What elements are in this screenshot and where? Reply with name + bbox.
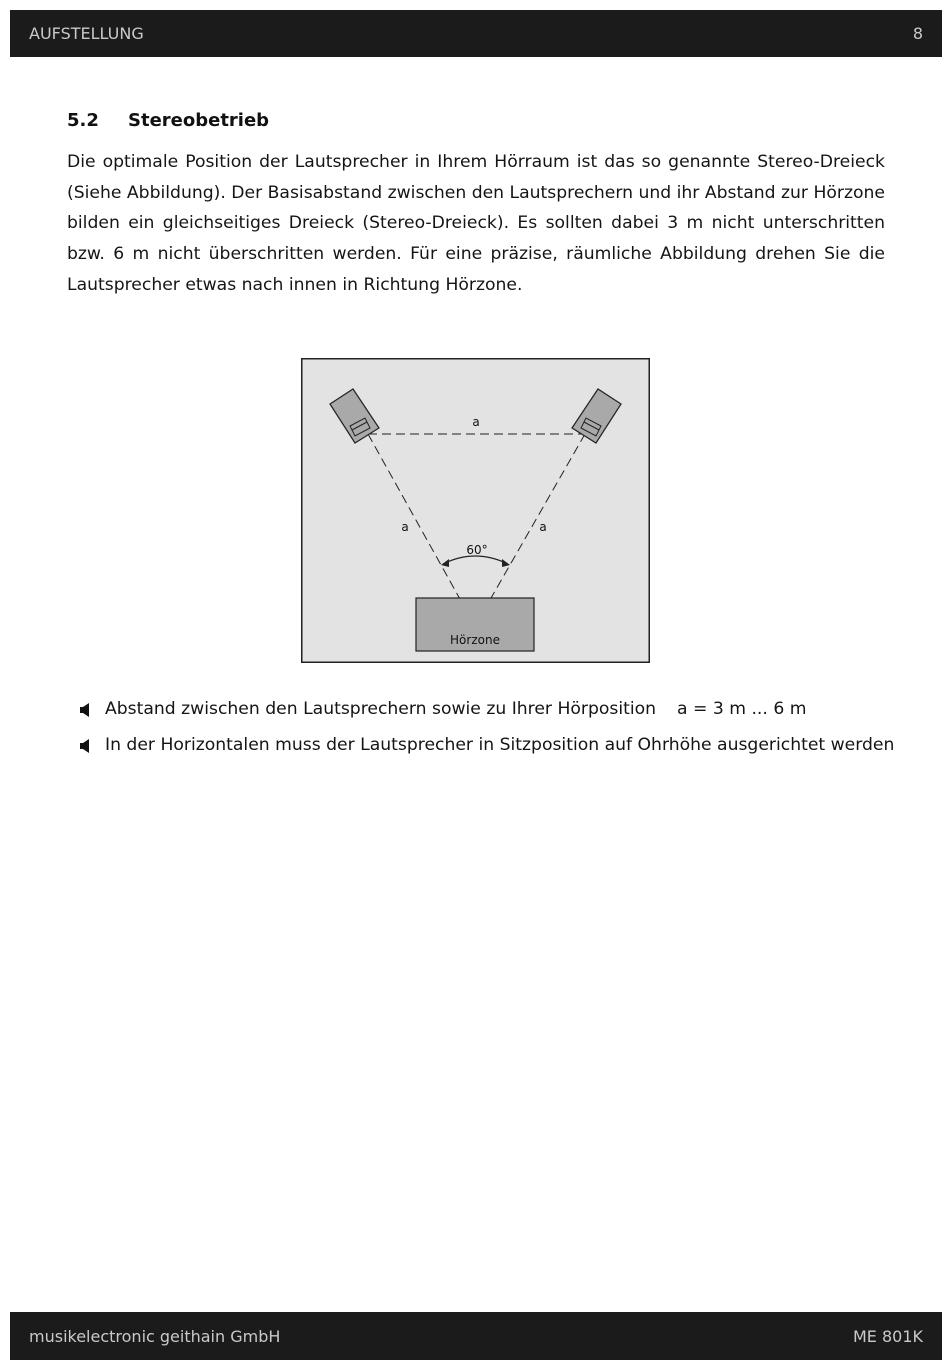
section-title: Stereobetrieb xyxy=(128,110,270,131)
section-heading xyxy=(67,110,269,131)
stereo-triangle-figure xyxy=(301,358,650,663)
label-distance-top: a xyxy=(472,415,480,429)
bullet-text: Abstand zwischen den Lautsprechern sowie zu Ihrer Hörposition xyxy=(105,699,657,719)
speaker-icon xyxy=(80,739,91,753)
bullet-text: In der Horizontalen muss der Lautsprecher in Sitzposition auf Ohrhöhe ausgerichtet werden xyxy=(105,735,895,755)
label-distance-right: a xyxy=(539,520,547,534)
section-number: 5.2 xyxy=(67,110,99,131)
header-page-number: 8 xyxy=(912,24,923,43)
page-header xyxy=(10,10,942,57)
footer-model: ME 801K xyxy=(852,1326,923,1346)
angle-label: 60° xyxy=(466,543,488,557)
page-footer xyxy=(10,1312,942,1360)
speaker-icon xyxy=(80,703,91,717)
label-distance-left: a xyxy=(401,520,409,534)
header-section-title: AUFSTELLUNG xyxy=(29,24,144,43)
list-item xyxy=(80,733,900,763)
bullet-list xyxy=(80,697,900,769)
footer-company: musikelectronic geithain GmbH xyxy=(29,1326,281,1346)
listening-zone-label: Hörzone xyxy=(450,633,500,647)
stereo-triangle-diagram xyxy=(301,358,650,663)
list-item xyxy=(80,697,900,727)
body-paragraph: Die optimale Position der Lautsprecher in Ihrem Hörraum ist das so genannte Stereo-Dreieck (Siehe Abbildung). Der Basisabstand zwischen den Lautsprechern und ihr Abstand zur Hörzone bilden ein gleichseitiges Dreieck (Stereo-Dreieck). Es sollten dabei 3 m nicht unterschritten bzw. 6 m nicht überschritten werden. Für eine präzise, räumliche Abbildung drehen Sie die Lautsprecher etwas nach innen in Richtung Hörzone. xyxy=(67,152,885,295)
bullet-value: a = 3 m ... 6 m xyxy=(677,699,807,719)
